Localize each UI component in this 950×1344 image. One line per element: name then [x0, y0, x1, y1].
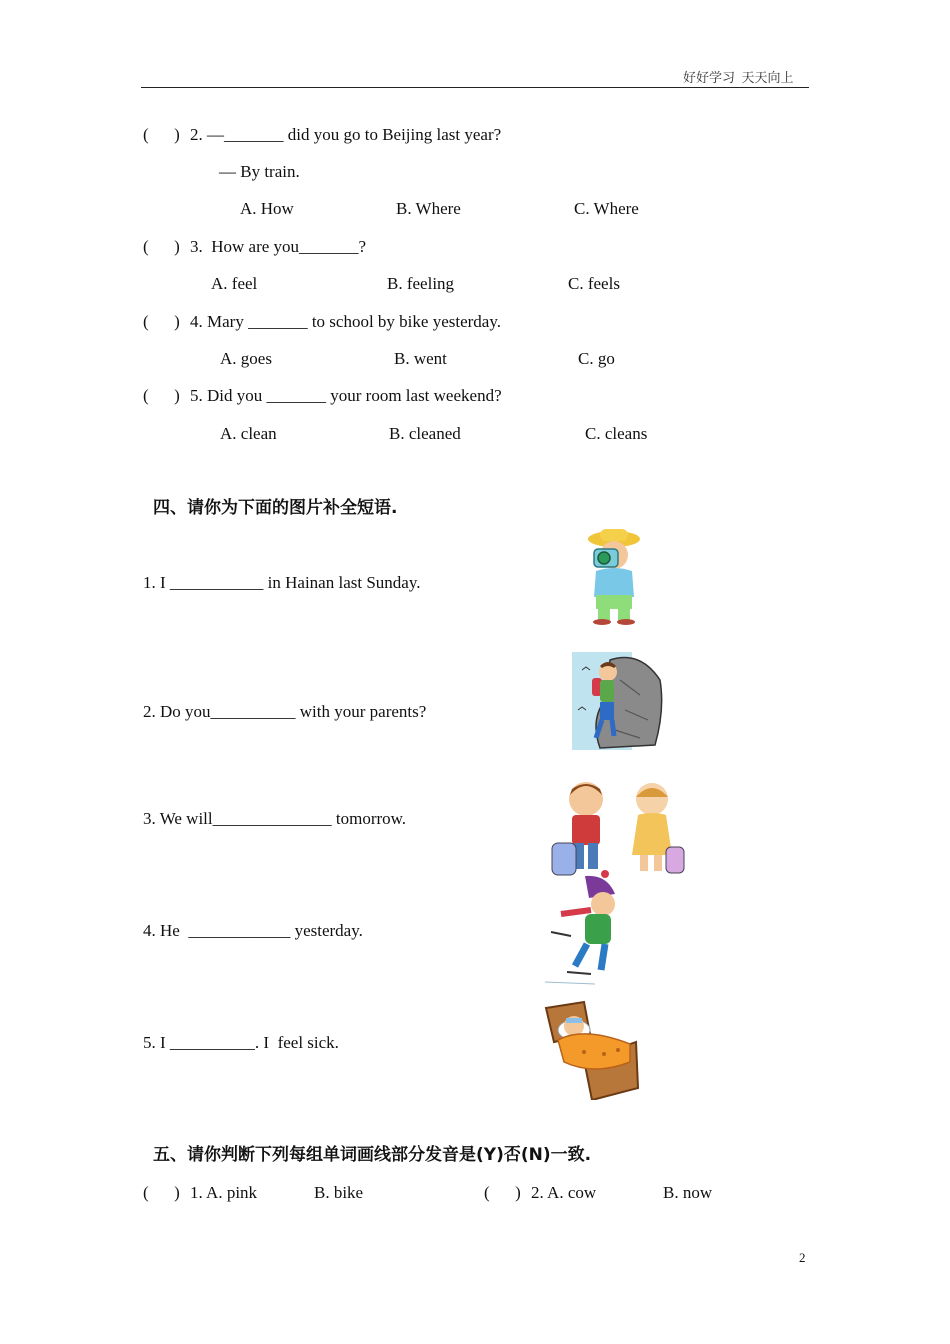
boy-ice-skating-image — [545, 870, 627, 988]
option-c: C. go — [578, 349, 615, 368]
option-a: A. How — [240, 199, 294, 218]
question-text: 4. Mary _______ to school by bike yesterday. — [190, 312, 501, 331]
option-a: A. goes — [220, 349, 272, 368]
fill-in-item: 4. He ____________ yesterday. — [143, 921, 363, 940]
fill-in-item: 2. Do you__________ with your parents? — [143, 702, 427, 721]
option-a: A. feel — [211, 274, 258, 293]
option-b: B. feeling — [387, 274, 455, 293]
option-a: A. clean — [220, 424, 277, 443]
option-b: B. bike — [314, 1183, 364, 1202]
kids-with-luggage-image — [548, 777, 688, 883]
answer-paren: ( ) — [484, 1183, 521, 1202]
question-text: 3. How are you_______? — [190, 237, 367, 256]
fill-in-item: 1. I ___________ in Hainan last Sunday. — [143, 573, 421, 592]
question-text: 2. A. cow — [531, 1183, 597, 1202]
header-rule — [141, 87, 809, 88]
header-text: 好好学习 天天向上 — [683, 70, 794, 85]
answer-paren: ( ) — [143, 1183, 180, 1202]
fill-in-item: 5. I __________. I feel sick. — [143, 1033, 339, 1052]
option-b: B. cleaned — [389, 424, 461, 443]
fill-in-item: 3. We will______________ tomorrow. — [143, 809, 407, 828]
question-text: 5. Did you _______ your room last weekend? — [190, 386, 502, 405]
question-answer: — By train. — [219, 162, 300, 181]
answer-paren: ( ) — [143, 125, 180, 144]
sick-in-bed-image — [544, 1000, 640, 1100]
boy-climbing-mountain-image — [570, 650, 665, 752]
section-title: 四、请你为下面的图片补全短语. — [153, 498, 398, 518]
boy-taking-photo-image — [574, 525, 654, 625]
option-c: C. cleans — [585, 424, 648, 443]
page-number: 2 — [799, 1250, 806, 1265]
option-c: C. Where — [574, 199, 639, 218]
answer-paren: ( ) — [143, 237, 180, 256]
answer-paren: ( ) — [143, 386, 180, 405]
question-text: 2. —_______ did you go to Beijing last year? — [190, 125, 502, 144]
section-title: 五、请你判断下列每组单词画线部分发音是(Y)否(N)一致. — [153, 1145, 592, 1165]
answer-paren: ( ) — [143, 312, 180, 331]
option-b: B. went — [394, 349, 447, 368]
option-c: C. feels — [568, 274, 620, 293]
question-text: 1. A. pink — [190, 1183, 258, 1202]
option-b: B. now — [663, 1183, 713, 1202]
option-b: B. Where — [396, 199, 461, 218]
